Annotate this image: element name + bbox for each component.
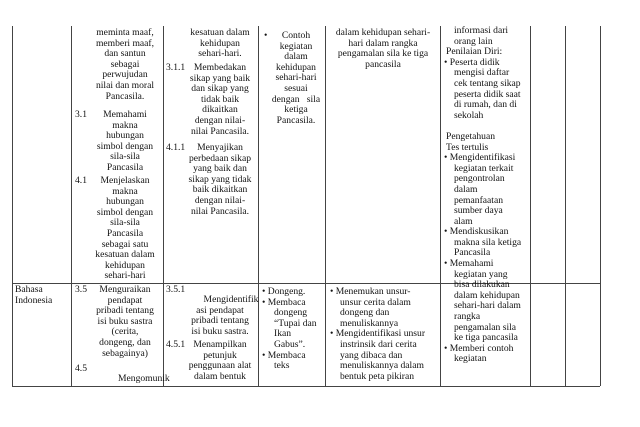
bullet-icon: • [444,152,450,164]
materi-list: • Dongeng. • Membaca dongeng “Tupai dan Ikan Gabus”. • Membaca teks [262,286,317,372]
penilaian-text: informasi dari orang lain Penilaian Diri: • Peserta didik mengisi daftar cek tentang sikap peserta didik saat di rumah, dan di sekolah Pengetahuan Tes tertulis • Mengidentifikasi kegiatan terkait pengontrolan dalam pemanfaatan sumber daya alam • Mendiskusikan makna sila ketiga Pancasila • Memahami kegiatan yang bisa dilakukan dalam kehidupan sehari-hari dalam rangka pengamalan sila ke tiga pancasila • Memberi contoh kegiatan [444,25,522,365]
bullet-icon: • [444,226,450,238]
col-border [12,26,13,386]
indikator-number: 3.1.1 [166,62,186,73]
kd-number: 3.1 [75,109,87,120]
indikator-number: 4.5.1 [166,339,186,350]
kd-text: Menjelaskan makna hubungan simbol dengan sila-sila Pancasila sebagai satu kesatuan dalam kehidupan sehari-hari [95,175,155,282]
materi-text: Contoh kegiatan dalam kehidupan sehari-hari sesuai dengan sila ketiga Pancasila. [271,30,321,126]
col-border [440,26,441,386]
col-border [565,26,566,386]
bullet-icon: • [262,286,268,297]
bullet-icon: • [444,258,450,270]
indikator-text: Menampilkan petunjuk penggunaan alat dalam bentuk [188,339,252,382]
bullet-icon: • [262,349,268,361]
indikator-text: Menyajikan perbedaan sikap yang baik dan sikap yang tidak baik dikaitkan dengan nilai- nilai Pancasila. [188,142,252,217]
subject-label: Bahasa Indonesia [15,284,53,306]
kegiatan-list: • Menemukan unsur- unsur cerita dalam dongeng dan menuliskannya • Mengidentifikasi unsur instrinsik dari cerita yang dibaca dan menuliskannya dalam bentuk peta pikiran [330,286,426,382]
kd-number: 4.1 [75,175,87,186]
indikator-text: Mengidentifik asi pendapat pribadi tentang isi buku sastra. [191,294,259,337]
col-border [325,26,326,386]
col-border [530,26,531,386]
kd-continuation-text: meminta maaf, memberi maaf, dan santun sebagai perwujudan nilai dan moral Pancasila. [95,27,155,102]
indikator-number: 4.1.1 [166,142,186,153]
row-border [12,386,600,387]
kd-number: 4.5 [75,363,87,374]
bullet-icon: • [330,328,336,340]
kd-text: Mengomunik [118,373,170,384]
indikator-number: 3.5.1 [166,284,186,295]
kegiatan-continuation-text: dalam kehidupan sehari- hari dalam rangka pengamalan sila ke tiga pancasila [335,27,431,70]
col-border [600,26,601,386]
bullet-icon: • [262,296,268,308]
indikator-continuation-text: kesatuan dalam kehidupan sehari-hari. [190,27,250,60]
kd-number: 3.5 [75,284,87,295]
kd-text: Menguraikan pendapat pribadi tentang isi buku sastra (cerita, dongeng, dan sebagainya) [96,284,154,359]
bullet-icon: • [264,30,268,41]
kd-text: Memahami makna hubungan simbol dengan sila-sila Pancasila [96,109,154,173]
bullet-icon: • [444,56,450,68]
bullet-icon: • [444,342,450,354]
bullet-icon: • [330,286,336,297]
indikator-text: Membedakan sikap yang baik dan sikap yang tidak baik dikaitkan dengan nilai- nilai Pancasila. [189,62,251,137]
col-border [71,26,72,386]
